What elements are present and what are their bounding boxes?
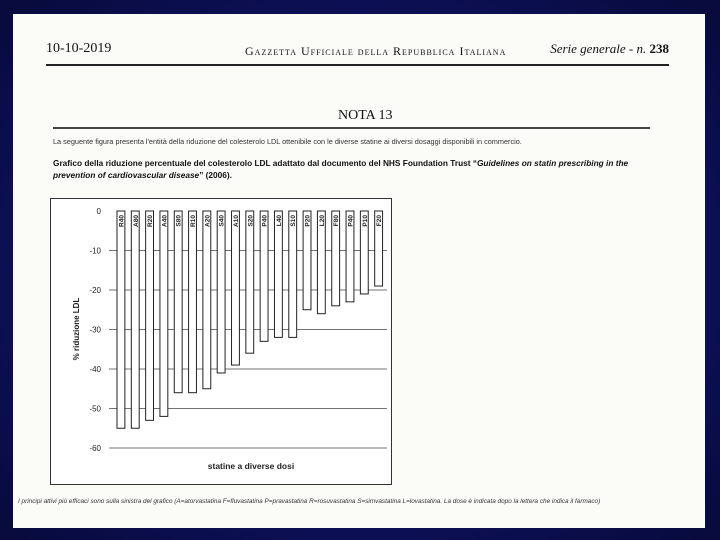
chart-caption xyxy=(53,157,665,181)
bar-category-label: A20 xyxy=(204,215,212,227)
bar xyxy=(246,211,254,353)
bar-category-label: F80 xyxy=(333,215,341,227)
y-axis-label: % riduzione LDL xyxy=(72,297,81,361)
bar xyxy=(146,211,154,420)
header-serie-label: Serie generale - n. xyxy=(550,41,647,56)
ldl-reduction-chart xyxy=(51,199,391,484)
bar-category-label: A10 xyxy=(232,215,240,227)
intro-paragraph: La seguente figura presenta l'entità della riduzione del colesterolo LDL ottenibile con le diverse statine ai diversi dosaggi disponibili in commercio. xyxy=(53,137,522,146)
bar-category-label: P10 xyxy=(361,215,369,227)
bar-category-label: P20 xyxy=(304,215,312,227)
header-divider xyxy=(46,64,669,66)
y-tick-label: -10 xyxy=(89,246,101,256)
x-axis-label: statine a diverse dosi xyxy=(207,461,295,471)
document-page xyxy=(13,14,705,528)
header-serie-number: 238 xyxy=(649,41,669,56)
bar-category-label: R20 xyxy=(147,215,155,227)
chart-frame xyxy=(50,198,392,485)
nota-divider xyxy=(53,127,650,129)
caption-text: Grafico della riduzione percentuale del colesterolo LDL adattato dal documento del NHS Foundation Trust “ xyxy=(53,158,477,168)
footnote: I principi attivi più efficaci sono sulla sinistra del grafico (A=atorvastatina F=fluvastatina P=pravastatina R=rosuvastatina S=simvastatina L=lovastatina. La dose è indicata dopo la lettera che indica il farmaco) xyxy=(18,498,601,505)
bar xyxy=(203,211,211,389)
header-date: 10-10-2019 xyxy=(46,41,112,56)
caption-italic: Guidelines on statin prescribing in the prevention of cardiovascular disease xyxy=(53,158,629,180)
bar-category-label: S40 xyxy=(218,215,226,227)
y-tick-label: -40 xyxy=(89,365,101,374)
bar-category-label: P40 xyxy=(347,215,355,227)
bar-category-label: P40 xyxy=(261,215,269,227)
header-serie xyxy=(550,41,669,57)
bar-category-label: L40 xyxy=(275,215,283,227)
bar-category-label: A40 xyxy=(161,215,169,227)
bar xyxy=(260,211,268,341)
bar-category-label: S20 xyxy=(247,215,255,227)
bar-category-label: R40 xyxy=(118,215,126,227)
bar xyxy=(174,211,182,393)
bar xyxy=(189,211,197,393)
bar xyxy=(131,211,139,428)
y-tick-label: 0 xyxy=(96,207,101,216)
bar xyxy=(232,211,240,365)
caption-end: ” (2006). xyxy=(199,170,232,180)
bar-category-label: F20 xyxy=(376,215,384,227)
bar xyxy=(160,211,168,416)
nota-title: NOTA 13 xyxy=(338,108,393,123)
bar xyxy=(117,211,125,428)
bar xyxy=(217,211,225,373)
bar xyxy=(274,211,282,337)
bar-category-label: S80 xyxy=(175,215,183,227)
bar xyxy=(289,211,297,337)
bar-category-label: A80 xyxy=(132,215,140,227)
bar-category-label: S10 xyxy=(290,215,298,227)
bar-category-label: L20 xyxy=(318,215,326,227)
bar-category-label: R10 xyxy=(190,215,198,227)
y-tick-label: -20 xyxy=(89,286,101,295)
y-tick-label: -60 xyxy=(89,444,101,453)
header-journal-title: Gazzetta Ufficiale della Repubblica Italiana xyxy=(245,44,507,58)
y-tick-label: -30 xyxy=(89,325,101,335)
y-tick-label: -50 xyxy=(89,404,101,414)
